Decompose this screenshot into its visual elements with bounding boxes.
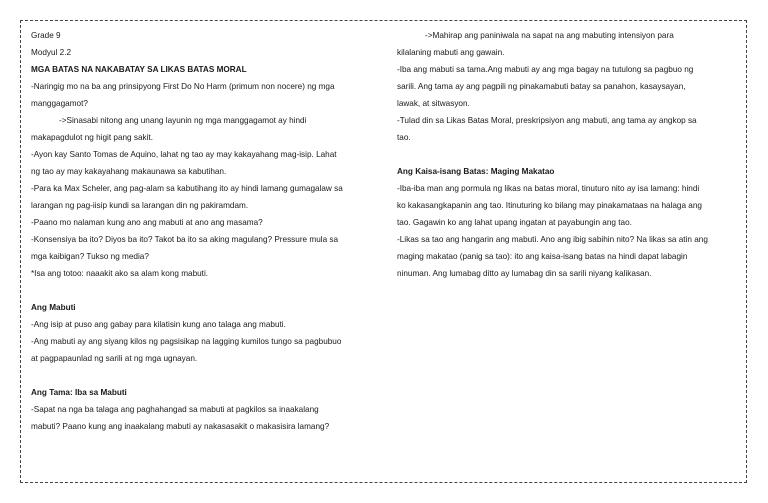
text-line: larangan ng pag-iisip kundi sa larangan din ng pakiramdam. <box>31 201 249 210</box>
text-line: Modyul 2.2 <box>31 48 72 57</box>
text-line: *Isa ang totoo: naaakit ako sa alam kong mabuti. <box>31 269 209 278</box>
text-line: -Konsensiya ba ito? Diyos ba ito? Takot ba ito sa aking magulang? Pressure mula sa <box>31 235 339 244</box>
text-line: -Iba ang mabuti sa tama.Ang mabuti ay ang mga bagay na tutulong sa pagbuo ng <box>397 65 694 74</box>
section-heading: Ang Tama: Iba sa Mabuti <box>31 388 127 397</box>
text-line: kilalaning mabuti ang gawain. <box>397 48 505 57</box>
blank-line <box>31 282 381 299</box>
right-column <box>397 27 741 282</box>
text-line: ->Mahirap ang paniniwala na sapat na ang mabuting intensiyon para <box>425 31 674 40</box>
text-line: manggagamot? <box>31 99 88 108</box>
text-line: -Likas sa tao ang hangarin ang mabuti. Ano ang ibig sabihin nito? Na likas sa atin ang <box>397 235 708 244</box>
text-line: ->Sinasabi nitong ang unang layunin ng mga manggagamot ay hindi <box>59 116 307 125</box>
text-line: at pagpapaunlad ng sarili at ng mga ugnayan. <box>31 354 198 363</box>
text-line: tao. Gagawin ko ang lahat upang ingatan at payabungin ang tao. <box>397 218 632 227</box>
text-line: -Ang mabuti ay ang siyang kilos ng pagsisikap na lagging kumilos tungo sa pagbubuo <box>31 337 342 346</box>
left-column <box>31 27 381 435</box>
text-line: Grade 9 <box>31 31 61 40</box>
text-line: ko kakasangkapanin ang tao. Itinuturing ko bilang may pinakamataas na halaga ang <box>397 201 702 210</box>
section-heading: MGA BATAS NA NAKABATAY SA LIKAS BATAS MORAL <box>31 65 247 74</box>
text-line: -Sapat na nga ba talaga ang paghahangad sa mabuti at pagkilos sa inaakalang <box>31 405 319 414</box>
text-line: ninuman. Ang lumabag ditto ay lumabag din sa sarili niyang kalikasan. <box>397 269 652 278</box>
blank-line <box>31 367 381 384</box>
text-line: -Ang isip at puso ang gabay para kilatisin kung ano talaga ang mabuti. <box>31 320 286 329</box>
text-line: sarili. Ang tama ay ang pagpili ng pinakamabuti batay sa panahon, kasaysayan, <box>397 82 686 91</box>
section-heading: Ang Mabuti <box>31 303 76 312</box>
text-line: -Ayon kay Santo Tomas de Aquino, lahat ng tao ay may kakayahang mag-isip. Lahat <box>31 150 337 159</box>
text-line: makapagdulot ng higit pang sakit. <box>31 133 153 142</box>
text-line: -Naringig mo na ba ang prinsipyong First Do No Harm (primum non nocere) ng mga <box>31 82 335 91</box>
text-line: mabuti? Paano kung ang inaakalang mabuti ay nakasasakit o makasisira lamang? <box>31 422 330 431</box>
text-line: -Paano mo nalaman kung ano ang mabuti at ano ang masama? <box>31 218 263 227</box>
blank-line <box>397 146 741 163</box>
text-line: -Iba-iba man ang pormula ng likas na batas moral, tinuturo nito ay isa lamang: hindi <box>397 184 700 193</box>
text-line: tao. <box>397 133 411 142</box>
text-line: -Tulad din sa Likas Batas Moral, preskripsiyon ang mabuti, ang tama ay angkop sa <box>397 116 697 125</box>
text-line: maging makatao (panig sa tao): ito ang kaisa-isang batas na hindi dapat labagin <box>397 252 688 261</box>
section-heading: Ang Kaisa-isang Batas: Maging Makatao <box>397 167 555 176</box>
text-line: mga kaibigan? Tukso ng media? <box>31 252 149 261</box>
text-line: ng tao ay may kakayahang makaunawa sa kabutihan. <box>31 167 227 176</box>
text-line: lawak, at sitwasyon. <box>397 99 470 108</box>
document-page <box>20 20 747 483</box>
text-line: -Para ka Max Scheler, ang pag-alam sa kabutihang ito ay hindi lamang gumagalaw sa <box>31 184 343 193</box>
